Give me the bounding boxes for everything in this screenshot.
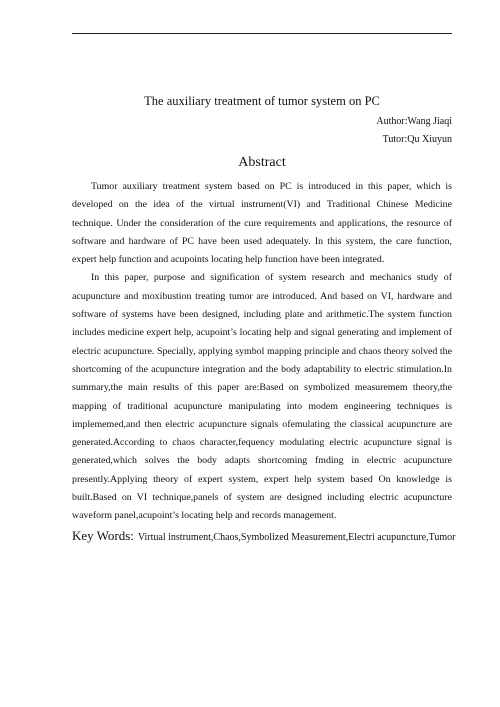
- abstract-paragraph-2: In this paper, purpose and signification of system research and mechanics study of acupuncture and moxibustion treating tumor are introduced. And based on VI, hardware and software of systems have been designed, including plate and arithmetic.The system function includes medicine expert help, acupoint’s locating help and signal generating and implement of electric acupuncture. Specially, applying symbol mapping principle and chaos theory solved the shortcoming of the acupuncture integration and the body adaptability to electric stimulation.In summary,the main results of this paper are:Based on symbolized measuremem theory,the mapping of traditional acupuncture manipulating into modem engineering techniques is implememed,and then electric acupuncture signals ofemulating the classical acupuncture are generated.According to chaos character,fequency modulating electric acupuncture signal is generated,which solves the body adapts shortcoming fmding in electric acupuncture presently.Applying theory of expert system, expert help system based On knowledge is built.Based on VI technique,panels of system are designed including electric acupuncture waveform panel,acupoint’s locating help and records management.: [72, 272, 452, 522]
- abstract-heading: Abstract: [238, 155, 286, 170]
- tutor-line: Tutor:Qu Xiuyun: [382, 134, 452, 145]
- keywords-line: [72, 528, 472, 546]
- keywords-values: Virtual instrument,Chaos,Symbolized Measurement,Electri acupuncture,Tumor: [137, 532, 456, 543]
- author-line: Author:Wang Jiaqi: [376, 116, 452, 127]
- abstract-paragraph-1: Tumor auxiliary treatment system based on PC is introduced in this paper, which is developed on the idea of the virtual instrument(VI) and Traditional Chinese Medicine technique. Under the consideration of the cure requirements and applications, the resource of software and hardware of PC have been used adequately. In this system, the care function, expert help function and acupoints locating help function have been integrated.: [72, 181, 452, 266]
- paper-title: The auxiliary treatment of tumor system on PC: [144, 94, 380, 108]
- abstract-body: [72, 178, 452, 526]
- keywords-label: Key Words:: [72, 528, 134, 543]
- header-rule: [72, 33, 452, 34]
